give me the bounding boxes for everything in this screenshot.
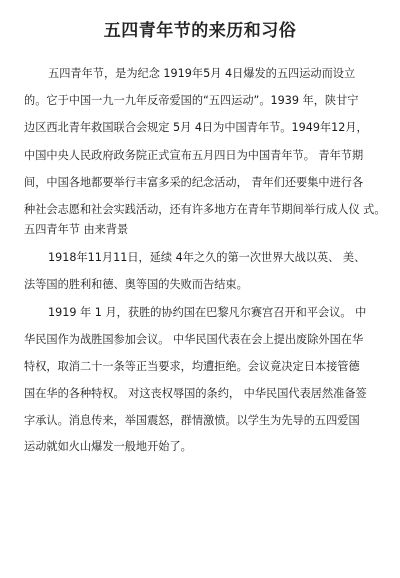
text-line: 华民国作为战胜国参加会议。 中华民国代表在会上提出废除外国在华 <box>24 333 364 346</box>
text-line: 边区西北青年救国联合会规定 5月 4日为中国青年节。1949年12月， <box>24 121 368 134</box>
text-line: 的。它于中国一九一九年反帝爱国的“五四运动”。1939 年，陕甘宁 <box>24 94 359 107</box>
document-title: 五四青年节的来历和习俗 <box>103 21 297 41</box>
text-line: 字承认。消息传来，举国震怒，群情激愤。以学生为先导的五四爱国 <box>24 414 360 427</box>
text-line: 国在华的各种特权。 对这丧权辱国的条约， 中华民国代表居然准备签 <box>24 387 367 400</box>
text-line: 五四青年节，是为纪念 1919年5月 4日爆发的五四运动而设立 <box>48 67 356 80</box>
text-line: 法等国的胜利和德、奥等国的失败而告结束。 <box>24 278 248 291</box>
text-line: 中国中央人民政府政务院正式宣布五月四日为中国青年节。 青年节期 <box>24 149 364 162</box>
text-line: 间，中国各地都要举行丰富多采的纪念活动， 青年们还要集中进行各 <box>24 176 364 189</box>
text-line: 特权，取消二十一条等正当要求，均遭拒绝。会议竟决定日本接管德 <box>24 360 360 373</box>
text-line: 1918年11月11日，延续 4年之久的第一次世界大战以英、 美、 <box>48 251 366 264</box>
text-line: 种社会志愿和社会实践活动，还有许多地方在青年节期间举行成人仪 式。 <box>24 203 386 216</box>
text-line: 1919 年 1 月，获胜的协约国在巴黎凡尔赛宫召开和平会议。 中 <box>48 306 367 319</box>
section-heading: 五四青年节 由来背景 <box>24 223 129 236</box>
text-line: 运动就如火山爆发一般地开始了。 <box>24 440 192 453</box>
